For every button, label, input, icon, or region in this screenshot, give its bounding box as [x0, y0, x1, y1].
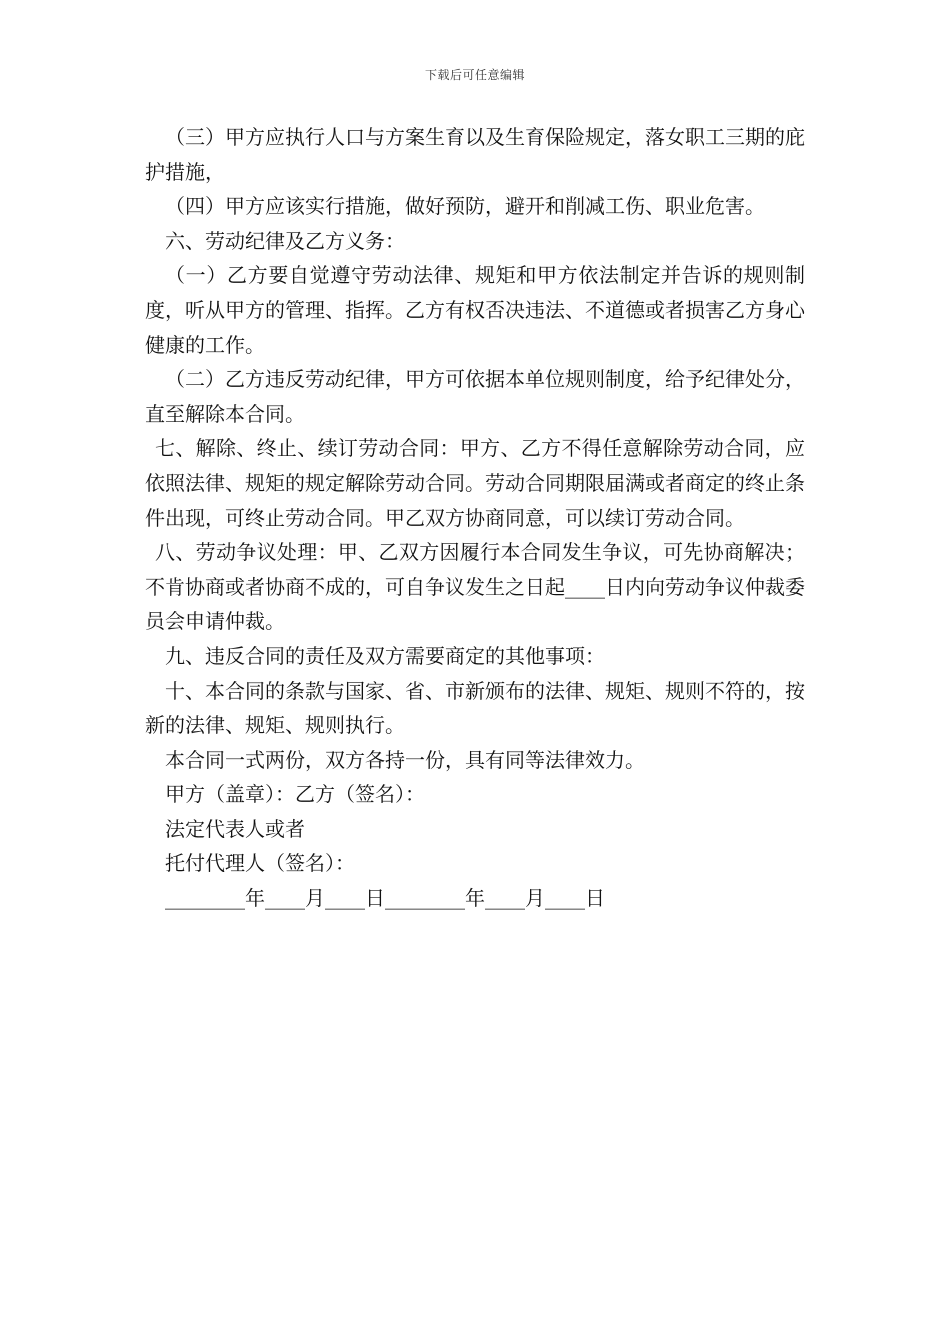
paragraph-section-7: 七、解除、终止、续订劳动合同：甲方、乙方不得任意解除劳动合同，应依照法律、规矩的规定解除劳动合同。劳动合同期限届满或者商定的终止条件出现，可终止劳动合同。甲乙双方协商同意，可以续订劳动合同。: [145, 436, 805, 530]
signature-legal-rep: 法定代表人或者: [165, 816, 305, 841]
page-header-note: 下载后可任意编辑: [424, 68, 525, 82]
document-body: [145, 120, 805, 916]
signature-parties: 甲方（盖章）：乙方（签名）：: [165, 782, 425, 807]
paragraph-copies: 本合同一式两份，双方各持一份，具有同等法律效力。: [165, 747, 645, 772]
signature-agent: 托付代理人（签名）：: [165, 851, 355, 876]
paragraph-discipline-1: （一）乙方要自觉遵守劳动法律、规矩和甲方依法制定并告诉的规则制度，听从甲方的管理、指挥。乙方有权否决违法、不道德或者损害乙方身心健康的工作。: [145, 263, 805, 357]
paragraph-clause-3: （三）甲方应执行人口与方案生育以及生育保险规定，落女职工三期的庇护措施，: [145, 125, 805, 184]
section-heading-6: 六、劳动纪律及乙方义务：: [165, 228, 405, 253]
section-heading-9: 九、违反合同的责任及双方需要商定的其他事项：: [165, 643, 605, 668]
signature-dates: ________年____月____日________年____月____日: [165, 886, 605, 911]
paragraph-section-8: 八、劳动争议处理：甲、乙双方因履行本合同发生争议，可先协商解决；不肯协商或者协商不成的，可自争议发生之日起____日内向劳动争议仲裁委员会申请仲裁。: [145, 540, 805, 634]
paragraph-discipline-2: （二）乙方违反劳动纪律，甲方可依据本单位规则制度，给予纪律处分，直至解除本合同。: [145, 367, 805, 426]
paragraph-section-10: 十、本合同的条款与国家、省、市新颁布的法律、规矩、规则不符的，按新的法律、规矩、规则执行。: [145, 678, 805, 738]
paragraph-clause-4: （四）甲方应该实行措施，做好预防，避开和削减工伤、职业危害。: [165, 194, 765, 219]
